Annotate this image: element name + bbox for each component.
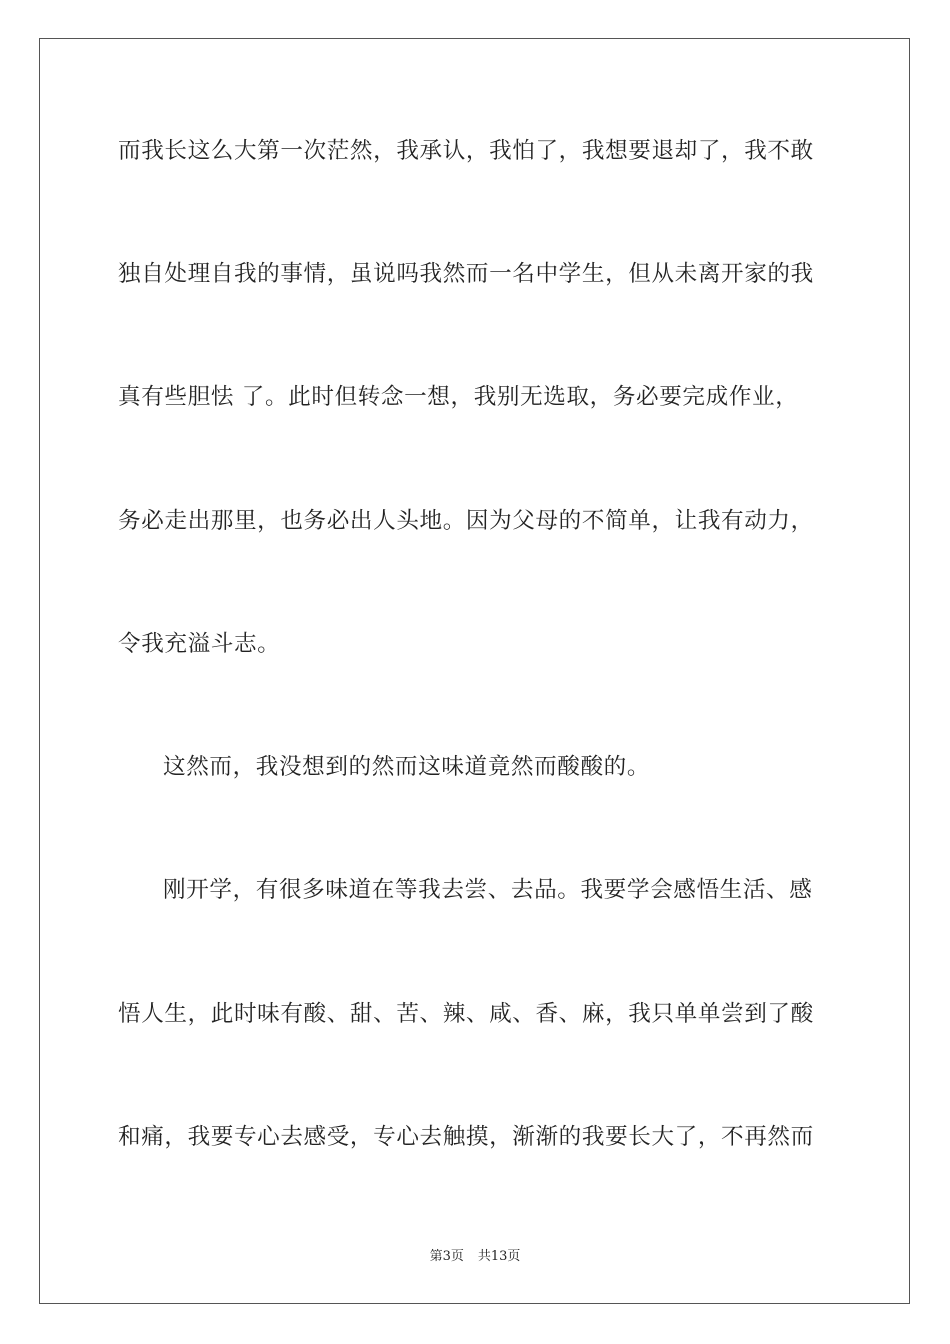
- text-line: 刚开学，有很多味道在等我去尝、去品。我要学会感悟生活、感: [163, 877, 813, 903]
- page-number: 第3页: [429, 1249, 464, 1264]
- text-line: 令我充溢斗志。: [118, 631, 281, 657]
- text-line: 这然而，我没想到的然而这味道竟然而酸酸的。: [163, 754, 651, 780]
- page-footer: [0, 1248, 950, 1266]
- text-line: 悟人生，此时味有酸、甜、苦、辣、咸、香、麻，我只单单尝到了酸: [118, 1001, 814, 1027]
- text-line: 独自处理自我的事情，虽说吗我然而一名中学生，但从未离开家的我: [118, 261, 814, 287]
- text-line: 而我长这么大第一次茫然，我承认，我怕了，我想要退却了，我不敢: [118, 138, 814, 164]
- text-line: 务必走出那里，也务必出人头地。因为父母的不简单，让我有动力，: [118, 508, 814, 534]
- page-total: 共13页: [477, 1249, 521, 1264]
- page-border: [39, 38, 910, 1304]
- text-line: 真有些胆怯 了。此时但转念一想，我别无选取，务必要完成作业，: [118, 384, 799, 410]
- text-line: 和痛，我要专心去感受，专心去触摸，渐渐的我要长大了，不再然而: [118, 1124, 814, 1150]
